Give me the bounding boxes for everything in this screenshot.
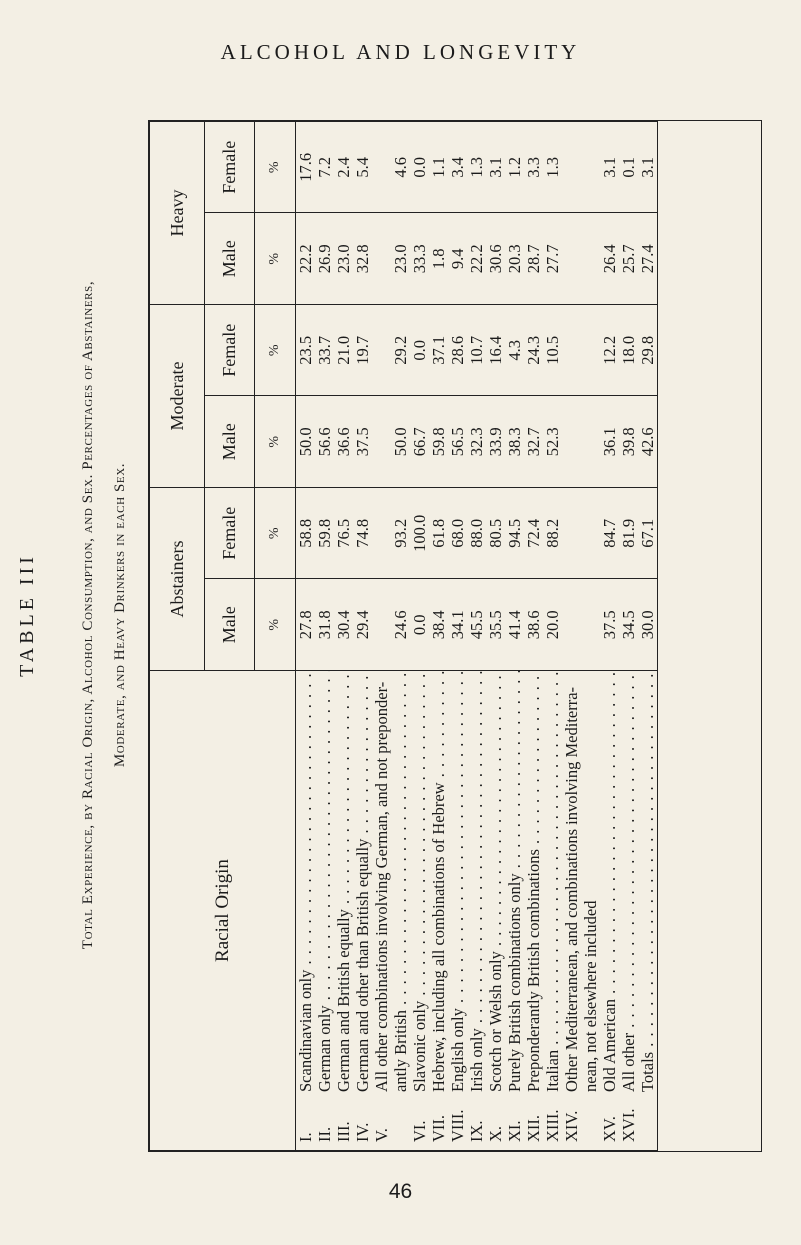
unit-header: % xyxy=(255,579,296,671)
sex-header: Male xyxy=(205,579,255,671)
origin-number: XIV. xyxy=(562,1110,581,1142)
table-frame xyxy=(148,120,762,1152)
value-cell: 33.9 xyxy=(486,396,505,488)
value-cell: 50.0 xyxy=(391,396,410,488)
value-cell: 37.5 xyxy=(600,579,619,671)
origin-cell xyxy=(543,671,562,1151)
value-cell: 88.0 xyxy=(467,488,486,580)
value-cell: 18.0 xyxy=(619,305,638,397)
table-row xyxy=(296,122,316,1151)
value-cell: 41.4 xyxy=(505,579,524,671)
value-cell: 1.3 xyxy=(543,122,562,214)
value-cell: 45.5 xyxy=(467,579,486,671)
unit-header: % xyxy=(255,305,296,397)
value-cell xyxy=(581,488,600,580)
origin-number: XV. xyxy=(600,1116,619,1142)
value-cell xyxy=(581,122,600,214)
table-row xyxy=(372,122,391,1151)
table-row xyxy=(429,122,448,1151)
table-row xyxy=(619,122,638,1151)
value-cell xyxy=(372,122,391,214)
origin-number: VI. xyxy=(410,1120,429,1142)
value-cell: 100.0 xyxy=(410,488,429,580)
value-cell xyxy=(562,396,581,488)
totals-row xyxy=(638,122,658,1151)
value-cell: 22.2 xyxy=(296,213,316,305)
value-cell: 58.8 xyxy=(296,488,316,580)
leader-dots xyxy=(638,671,657,1052)
origin-number: VIII. xyxy=(448,1109,467,1142)
value-cell xyxy=(581,396,600,488)
value-cell: 3.3 xyxy=(524,122,543,214)
leader-dots xyxy=(524,671,543,850)
value-cell: 33.3 xyxy=(410,213,429,305)
value-cell xyxy=(372,213,391,305)
value-cell: 88.2 xyxy=(543,488,562,580)
value-cell: 10.5 xyxy=(543,305,562,397)
value-cell: 38.6 xyxy=(524,579,543,671)
value-cell: 21.0 xyxy=(334,305,353,397)
data-table xyxy=(149,121,658,1151)
origin-cell xyxy=(505,671,524,1151)
sex-header: Female xyxy=(205,305,255,397)
value-cell: 30.0 xyxy=(638,579,658,671)
value-cell: 20.0 xyxy=(543,579,562,671)
leader-dots xyxy=(467,671,486,1029)
sex-header: Male xyxy=(205,396,255,488)
value-cell: 81.9 xyxy=(619,488,638,580)
value-cell: 23.5 xyxy=(296,305,316,397)
origin-label: German and other than British equally xyxy=(353,838,372,1092)
value-cell: 37.5 xyxy=(353,396,372,488)
origin-number: VII. xyxy=(429,1114,448,1142)
origin-number: IV. xyxy=(353,1122,372,1142)
value-cell xyxy=(372,488,391,580)
group-header-moderate: Moderate xyxy=(150,305,205,488)
running-head: ALCOHOL AND LONGEVITY xyxy=(220,40,581,64)
value-cell: 2.4 xyxy=(334,122,353,214)
unit-header: % xyxy=(255,488,296,580)
value-cell: 72.4 xyxy=(524,488,543,580)
table-label: TABLE III xyxy=(16,553,38,677)
origin-label: Purely British combinations only xyxy=(505,873,524,1092)
value-cell: 28.6 xyxy=(448,305,467,397)
leader-dots xyxy=(410,671,429,1001)
value-cell: 74.8 xyxy=(353,488,372,580)
leader-dots xyxy=(353,671,372,839)
value-cell: 61.8 xyxy=(429,488,448,580)
origin-label: nean, not elsewhere included xyxy=(581,900,600,1092)
value-cell: 32.3 xyxy=(467,396,486,488)
origin-label: All other combinations involving German, and not preponder- xyxy=(372,681,391,1092)
value-cell: 5.4 xyxy=(353,122,372,214)
value-cell: 29.2 xyxy=(391,305,410,397)
origin-cell xyxy=(524,671,543,1151)
value-cell: 52.3 xyxy=(543,396,562,488)
origin-number: XVI. xyxy=(619,1108,638,1142)
origin-label: Scotch or Welsh only xyxy=(486,951,505,1092)
value-cell: 56.5 xyxy=(448,396,467,488)
unit-header: % xyxy=(255,122,296,214)
origin-number: XI. xyxy=(505,1120,524,1142)
value-cell: 20.3 xyxy=(505,213,524,305)
origin-cell xyxy=(638,671,658,1151)
value-cell: 66.7 xyxy=(410,396,429,488)
origin-column-header: Racial Origin xyxy=(150,671,296,1151)
value-cell: 22.2 xyxy=(467,213,486,305)
origin-label: Preponderantly British combinations xyxy=(524,849,543,1092)
origin-number: II. xyxy=(315,1126,334,1142)
page-number: 46 xyxy=(388,1180,413,1203)
origin-label: Slavonic only xyxy=(410,1000,429,1092)
value-cell: 1.8 xyxy=(429,213,448,305)
sex-header: Female xyxy=(205,488,255,580)
value-cell xyxy=(562,213,581,305)
value-cell: 0.0 xyxy=(410,122,429,214)
origin-number: X. xyxy=(486,1125,505,1142)
value-cell: 3.4 xyxy=(448,122,467,214)
sex-header: Female xyxy=(205,122,255,214)
value-cell: 30.4 xyxy=(334,579,353,671)
value-cell: 24.6 xyxy=(391,579,410,671)
value-cell xyxy=(562,305,581,397)
unit-header: % xyxy=(255,213,296,305)
value-cell xyxy=(581,213,600,305)
value-cell xyxy=(581,579,600,671)
leader-dots xyxy=(600,671,619,999)
value-cell: 1.3 xyxy=(467,122,486,214)
value-cell: 3.1 xyxy=(486,122,505,214)
value-cell: 76.5 xyxy=(334,488,353,580)
value-cell: 3.1 xyxy=(638,122,658,214)
value-cell: 36.6 xyxy=(334,396,353,488)
value-cell: 3.1 xyxy=(600,122,619,214)
origin-cell xyxy=(486,671,505,1151)
origin-label: antly British xyxy=(391,1009,410,1092)
value-cell: 7.2 xyxy=(315,122,334,214)
value-cell: 31.8 xyxy=(315,579,334,671)
origin-label: Old American xyxy=(600,998,619,1092)
table-row xyxy=(505,122,524,1151)
value-cell: 4.3 xyxy=(505,305,524,397)
origin-cell xyxy=(334,671,353,1151)
table-row xyxy=(562,122,581,1151)
origin-cell xyxy=(619,671,638,1151)
value-cell: 10.7 xyxy=(467,305,486,397)
origin-label: All other xyxy=(619,1032,638,1092)
table-row xyxy=(391,122,410,1151)
value-cell: 59.8 xyxy=(429,396,448,488)
table-row xyxy=(581,122,600,1151)
leader-dots xyxy=(315,671,334,1006)
value-cell: 9.4 xyxy=(448,213,467,305)
value-cell: 0.0 xyxy=(410,305,429,397)
value-cell: 26.9 xyxy=(315,213,334,305)
value-cell: 38.3 xyxy=(505,396,524,488)
value-cell: 1.2 xyxy=(505,122,524,214)
origin-label: German and British equally xyxy=(334,909,353,1092)
value-cell: 0.0 xyxy=(410,579,429,671)
leader-dots xyxy=(486,671,505,952)
value-cell: 32.7 xyxy=(524,396,543,488)
table-row xyxy=(334,122,353,1151)
value-cell: 27.4 xyxy=(638,213,658,305)
table-row xyxy=(543,122,562,1151)
leader-dots xyxy=(391,671,410,1010)
value-cell xyxy=(372,396,391,488)
value-cell xyxy=(562,488,581,580)
leader-dots xyxy=(334,671,353,910)
table-row xyxy=(315,122,334,1151)
value-cell: 84.7 xyxy=(600,488,619,580)
value-cell xyxy=(562,579,581,671)
table-row xyxy=(410,122,429,1151)
origin-number: III. xyxy=(334,1121,353,1142)
value-cell: 68.0 xyxy=(448,488,467,580)
table-row xyxy=(486,122,505,1151)
origin-cell xyxy=(429,671,448,1151)
value-cell: 42.6 xyxy=(638,396,658,488)
value-cell: 16.4 xyxy=(486,305,505,397)
value-cell: 19.7 xyxy=(353,305,372,397)
value-cell: 34.5 xyxy=(619,579,638,671)
value-cell: 1.1 xyxy=(429,122,448,214)
value-cell xyxy=(562,122,581,214)
table-caption xyxy=(8,175,158,1055)
leader-dots xyxy=(448,671,467,1009)
value-cell: 36.1 xyxy=(600,396,619,488)
origin-cell xyxy=(448,671,467,1151)
value-cell: 28.7 xyxy=(524,213,543,305)
value-cell: 33.7 xyxy=(315,305,334,397)
value-cell: 35.5 xyxy=(486,579,505,671)
value-cell: 94.5 xyxy=(505,488,524,580)
origin-cell xyxy=(600,671,619,1151)
value-cell: 25.7 xyxy=(619,213,638,305)
value-cell: 23.0 xyxy=(391,213,410,305)
value-cell: 39.8 xyxy=(619,396,638,488)
origin-label: Italian xyxy=(543,1049,562,1092)
value-cell: 12.2 xyxy=(600,305,619,397)
origin-label: Other Mediterranean, and combinations involving Mediterra- xyxy=(562,686,581,1092)
leader-dots xyxy=(505,671,524,874)
origin-number: XIII. xyxy=(543,1109,562,1142)
value-cell: 56.6 xyxy=(315,396,334,488)
origin-label: English only xyxy=(448,1008,467,1092)
table-row xyxy=(600,122,619,1151)
table-row xyxy=(353,122,372,1151)
table-row xyxy=(467,122,486,1151)
value-cell: 32.8 xyxy=(353,213,372,305)
value-cell: 4.6 xyxy=(391,122,410,214)
table-row xyxy=(448,122,467,1151)
value-cell: 0.1 xyxy=(619,122,638,214)
origin-label: Irish only xyxy=(467,1028,486,1092)
leader-dots xyxy=(296,671,315,970)
value-cell: 29.8 xyxy=(638,305,658,397)
value-cell: 50.0 xyxy=(296,396,316,488)
value-cell: 80.5 xyxy=(486,488,505,580)
value-cell: 93.2 xyxy=(391,488,410,580)
value-cell: 26.4 xyxy=(600,213,619,305)
caption-line-2: Moderate, and Heavy Drinkers in each Sex. xyxy=(112,462,128,768)
value-cell: 38.4 xyxy=(429,579,448,671)
origin-cell xyxy=(353,671,372,1151)
value-cell: 59.8 xyxy=(315,488,334,580)
group-header-abstainers: Abstainers xyxy=(150,488,205,671)
value-cell: 17.6 xyxy=(296,122,316,214)
origin-label: Totals xyxy=(638,1051,657,1092)
origin-cell xyxy=(296,671,316,1151)
value-cell: 27.7 xyxy=(543,213,562,305)
origin-label: German only xyxy=(315,1005,334,1092)
value-cell xyxy=(372,579,391,671)
origin-number: XII. xyxy=(524,1114,543,1142)
value-cell xyxy=(581,305,600,397)
value-cell: 23.0 xyxy=(334,213,353,305)
origin-label: Scandinavian only xyxy=(296,969,315,1092)
table-body xyxy=(296,122,658,1151)
caption-line-1: Total Experience, by Racial Origin, Alcohol Consumption, and Sex. Percentages of Abstainers, xyxy=(80,280,96,950)
value-cell: 27.8 xyxy=(296,579,316,671)
leader-dots xyxy=(429,671,448,783)
table-row xyxy=(524,122,543,1151)
value-cell: 30.6 xyxy=(486,213,505,305)
origin-number: V. xyxy=(372,1128,391,1142)
origin-cell xyxy=(562,671,581,1151)
origin-cell xyxy=(467,671,486,1151)
origin-cell xyxy=(581,671,600,1151)
sex-header: Male xyxy=(205,213,255,305)
value-cell xyxy=(372,305,391,397)
origin-cell xyxy=(372,671,391,1151)
leader-dots xyxy=(543,671,562,1050)
origin-number: I. xyxy=(296,1132,315,1142)
leader-dots xyxy=(619,671,638,1033)
origin-label: Hebrew, including all combinations of Hebrew xyxy=(429,782,448,1092)
value-cell: 37.1 xyxy=(429,305,448,397)
origin-cell xyxy=(315,671,334,1151)
value-cell: 29.4 xyxy=(353,579,372,671)
unit-header: % xyxy=(255,396,296,488)
value-cell: 67.1 xyxy=(638,488,658,580)
origin-cell xyxy=(410,671,429,1151)
origin-number: IX. xyxy=(467,1120,486,1142)
group-header-heavy: Heavy xyxy=(150,122,205,305)
value-cell: 34.1 xyxy=(448,579,467,671)
value-cell: 24.3 xyxy=(524,305,543,397)
origin-cell xyxy=(391,671,410,1151)
